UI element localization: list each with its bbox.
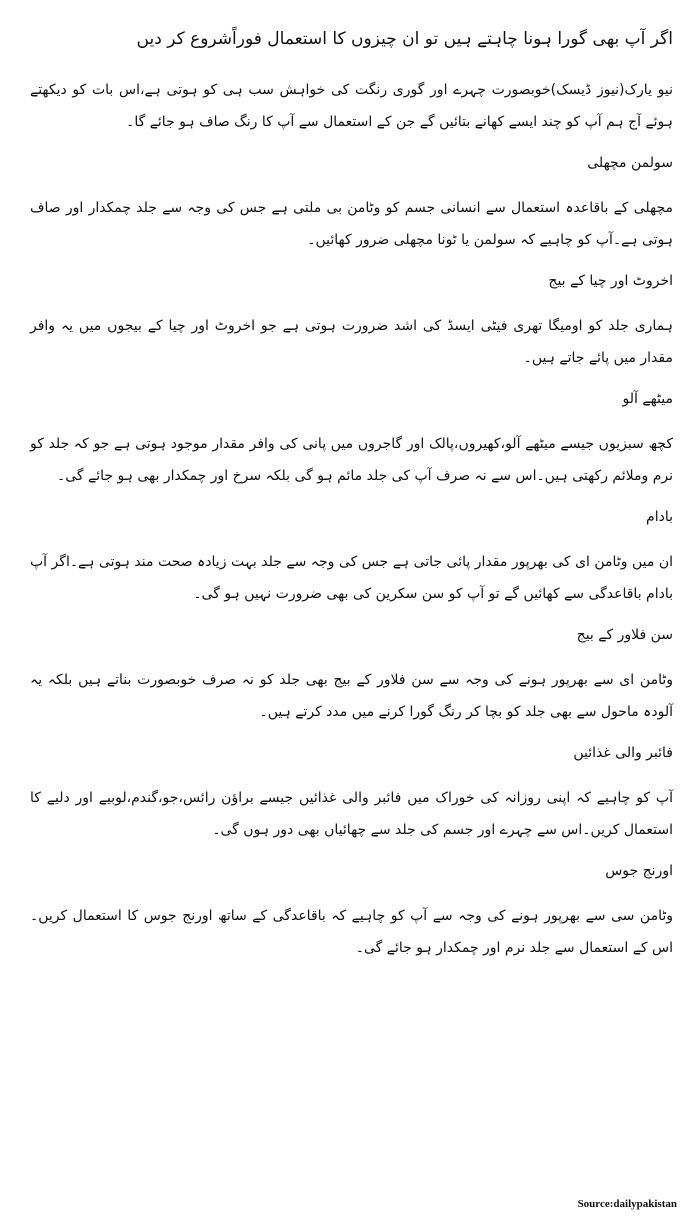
section-text-walnut-chia: ہماری جلد کو اومیگا تھری فیٹی ایسڈ کی اشد ضرورت ہوتی ہے جو اخروٹ اور چیا کے بیجوں میں یہ وافر مقدار میں پائے جاتے ہیں۔: [30, 318, 673, 366]
section-heading-salmon: سولمن مچھلی: [587, 155, 673, 171]
section-heading-almond: بادام: [646, 509, 673, 525]
section-text-sweet-potato: کچھ سبزیوں جیسے میٹھے آلو،کھیروں،پالک اور گاجروں میں پانی کی وافر مقدار موجود ہوتی ہے جو کہ جلد کو نرم وملائم رکھتی ہیں۔اس سے نہ صرف آپ کی جلد مائم ہو گی بلکہ سرخ اور چمکدار بھی ہو جائے گی۔: [30, 436, 673, 484]
section-text-salmon: مچھلی کے باقاعدہ استعمال سے انسانی جسم کو وٹامن بی ملتی ہے جس کی وجہ سے جلد چمکدار اور صاف ہوتی ہے۔آپ کو چاہیے کہ سولمن یا ٹونا مچھلی ضرور کھائیں۔: [30, 200, 673, 248]
intro-paragraph: نیو یارک(نیوز ڈیسک)خوبصورت چہرے اور گوری رنگت کی خواہش سب ہی کو ہوتی ہے،اس بات کو دیکھتے ہوئے آج ہم آپ کو چند ایسے کھانے بتائیں گے جن کے استعمال سے آپ کا رنگ صاف ہو جائے گا۔: [30, 82, 673, 130]
section-heading-fiber: فائبر والی غذائیں: [573, 745, 673, 761]
source-credit: Source:dailypakistan: [577, 1198, 677, 1210]
section-heading-sunflower: سن فلاور کے بیج: [576, 627, 673, 643]
section-text-orange-juice: وٹامن سی سے بھرپور ہونے کی وجہ سے آپ کو چاہیے کہ باقاعدگی کے ساتھ اورنج جوس کا استعمال کریں۔اس کے استعمال سے جلد نرم اور چمکدار ہو جائے گی۔: [30, 908, 673, 956]
section-heading-sweet-potato: میٹھے آلو: [622, 391, 673, 407]
section-heading-orange-juice: اورنج جوس: [605, 863, 673, 879]
section-heading-walnut-chia: اخروٹ اور چیا کے بیج: [548, 273, 673, 289]
article-title: اگر آپ بھی گورا ہونا چاہتے ہیں تو ان چیزوں کا استعمال فوراًشروع کر دیں: [136, 29, 673, 49]
section-text-fiber: آپ کو چاہیے کہ اپنی روزانہ کی خوراک میں فائبر والی غذائیں جیسے براؤن رائس،جو،گندم،لوبیے اور دلیے کا استعمال کریں۔اس سے چہرے اور جسم کی جلد سے چھائیاں بھی دور ہوں گی۔: [30, 790, 673, 838]
section-text-sunflower: وٹامن ای سے بھرپور ہونے کی وجہ سے سن فلاور کے بیج بھی جلد کو نہ صرف خوبصورت بناتے ہیں بلکہ یہ آلودہ ماحول سے بھی جلد کو بچا کر رنگ گورا کرنے میں مدد کرتے ہیں۔: [30, 672, 673, 720]
section-text-almond: ان میں وٹامن ای کی بھرپور مقدار پائی جاتی ہے جس کی وجہ سے جلد بہت زیادہ صحت مند ہوتی ہے۔اگر آپ بادام باقاعدگی سے کھائیں گے تو آپ کو سن سکرین کی بھی ضرورت نہیں ہو گی۔: [30, 554, 673, 602]
